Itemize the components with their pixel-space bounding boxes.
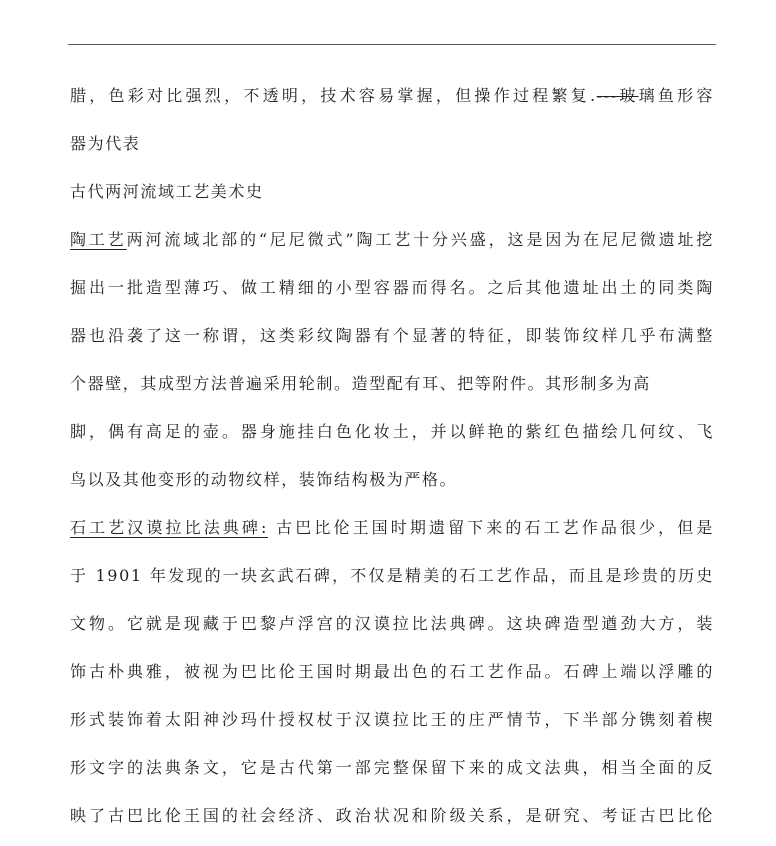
text-line-8: 脚，偶有高足的壶。器身施挂白色化妆土，并以鲜艳的紫红色描绘几何纹、飞 (70, 422, 714, 441)
text-segment: 腊，色彩对比强烈，不透明，技术容易掌握，但操作过程繁复. (70, 86, 597, 105)
text-line-5: 掘出一批造型薄巧、做工精细的小型容器而得名。之后其他遗址出土的同类陶 (70, 278, 714, 297)
text-line-16: 映了古巴比伦王国的社会经济、政治状况和阶级关系，是研究、考证古巴比伦 (70, 806, 714, 825)
term-hammurabi-stele: 石工艺汉谟拉比法典碑: (70, 518, 268, 537)
section-heading: 古代两河流域工艺美术史 (70, 182, 264, 201)
struck-text: ---玻 (596, 86, 639, 105)
text-segment: 两河流域北部的“尼尼微式”陶工艺十分兴盛，这是因为在尼尼微遗址挖 (126, 230, 714, 249)
term-pottery: 陶工艺 (70, 230, 127, 249)
text-segment: 古巴比伦王国时期遗留下来的石工艺作品很少，但是 (268, 518, 714, 537)
text-segment: 璃鱼形容 (638, 86, 714, 105)
text-line-11: 于 1901 年发现的一块玄武石碑，不仅是精美的石工艺作品，而且是珍贵的历史 (70, 566, 714, 585)
header-rule (68, 44, 716, 45)
text-line-4 (70, 230, 714, 250)
text-line-6: 器也沿袭了这一称谓，这类彩纹陶器有个显著的特征，即装饰纹样几乎布满整 (70, 326, 714, 345)
text-line-9: 鸟以及其他变形的动物纹样，装饰结构极为严格。 (70, 470, 458, 489)
text-line-15: 形文字的法典条文，它是古代第一部完整保留下来的成文法典，相当全面的反 (70, 758, 714, 777)
text-line-10 (70, 518, 714, 538)
text-line-12: 文物。它就是现藏于巴黎卢浮宫的汉谟拉比法典碑。这块碑造型遒劲大方，装 (70, 614, 714, 633)
text-line-7: 个器壁，其成型方法普遍采用轮制。造型配有耳、把等附件。其形制多为高 (70, 374, 651, 393)
text-line-14: 形式装饰着太阳神沙玛什授权杖于汉谟拉比王的庄严情节，下半部分镌刻着楔 (70, 710, 714, 729)
text-line-13: 饰古朴典雅，被视为巴比伦王国时期最出色的石工艺作品。石碑上端以浮雕的 (70, 662, 714, 681)
text-line-2: 器为代表 (70, 134, 141, 153)
text-line-1 (70, 86, 714, 106)
